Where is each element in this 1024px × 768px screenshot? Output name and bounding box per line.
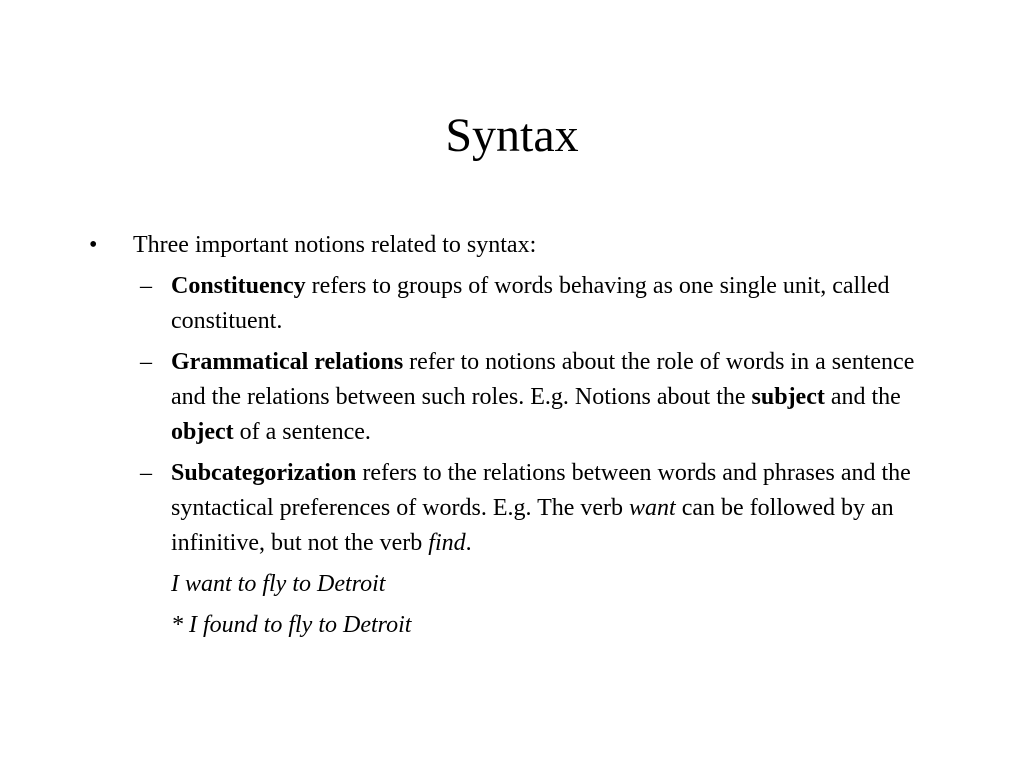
term-grammatical-relations: Grammatical relations [171,349,404,375]
sub-item-text: of a sentence. [233,419,371,445]
term-object: object [171,419,234,445]
sub-item-text: refer to notions about the role of words in a sentence and the relations between such roles. E.g. Notions about the [171,349,915,410]
dash-icon: – [140,273,152,299]
bullet-icon: • [89,232,98,258]
sub-item-text: can be followed by an infinitive, but not the verb [171,495,894,556]
sub-item-grammatical-relations [0,345,941,450]
dash-icon: – [140,460,152,486]
dash-icon: – [140,349,152,375]
term-subcategorization: Subcategorization [171,460,357,486]
sub-item-subcategorization [0,456,941,561]
sub-item-text: . [465,530,472,556]
bullet-item [0,228,933,263]
example-sentence: I want to fly to Detroit [171,571,386,597]
example-sentence-ungrammatical: * I found to fly to Detroit [171,612,412,638]
sub-item-text: refers to the relations between words and phrases and the syntactical preferences of words. E.g. The verb [171,460,911,521]
word-find: find [428,530,466,556]
sub-item-text: and the [824,384,901,410]
sub-item-text: refers to groups of words behaving as one single unit, called constituent. [171,273,890,334]
word-want: want [629,495,676,521]
sub-item-constituency [0,269,941,339]
term-subject: subject [751,384,825,410]
term-constituency: Constituency [171,273,306,299]
slide-title: Syntax [445,109,579,162]
slide-content [0,228,1024,643]
bullet-text: Three important notions related to syntax: [133,232,537,258]
